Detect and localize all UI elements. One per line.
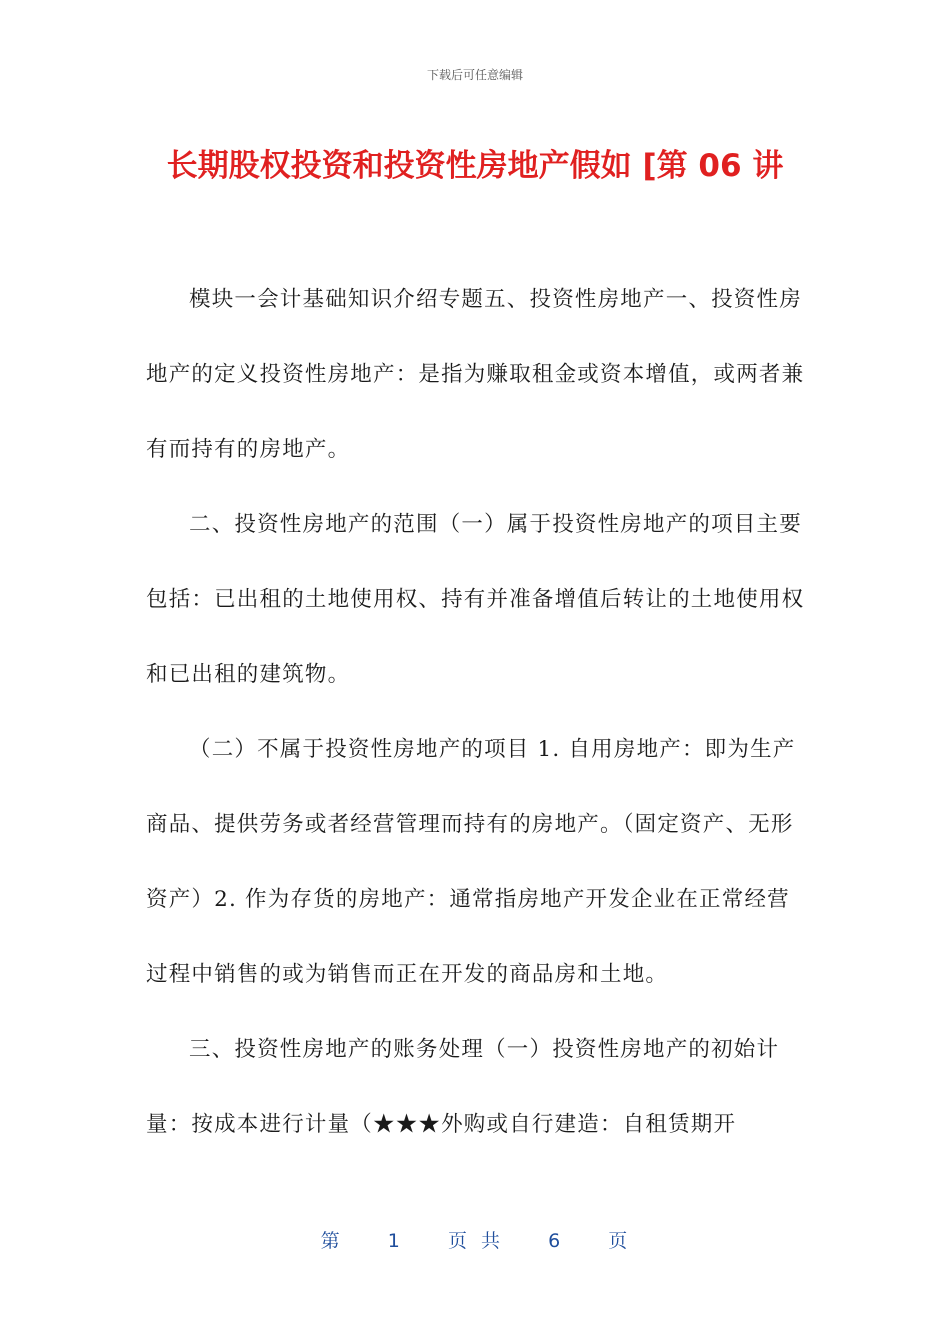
page-footer [0, 1226, 950, 1253]
page-prefix: 第 [320, 1230, 342, 1252]
header-note: 下载后可任意编辑 [426, 68, 523, 82]
page-middle: 页 共 [447, 1230, 503, 1252]
paragraph: （二）不属于投资性房地产的项目 1. 自用房地产：即为生产商品、提供劳务或者经营管理而持有的房地产。（固定资产、无形资产）2. 作为存货的房地产：通常指房地产开发企业在正常经营过程中销售的或为销售而正在开发的商品房和土地。 [146, 737, 796, 987]
total-pages: 6 [548, 1230, 563, 1252]
document-title: 长期股权投资和投资性房地产假如 [第 06 讲 [166, 148, 784, 184]
page-suffix: 页 [608, 1230, 630, 1252]
page-number: 1 [387, 1230, 402, 1252]
paragraph: 三、投资性房地产的账务处理（一）投资性房地产的初始计量：按成本进行计量（★★★外购或自行建造：自租赁期开 [146, 1037, 780, 1137]
paragraph: 二、投资性房地产的范围（一）属于投资性房地产的项目主要包括：已出租的土地使用权、持有并准备增值后转让的土地使用权和已出租的建筑物。 [146, 512, 805, 687]
document-body [146, 262, 806, 1162]
paragraph: 模块一会计基础知识介绍专题五、投资性房地产一、投资性房地产的定义投资性房地产：是指为赚取租金或资本增值，或两者兼有而持有的房地产。 [146, 287, 805, 462]
